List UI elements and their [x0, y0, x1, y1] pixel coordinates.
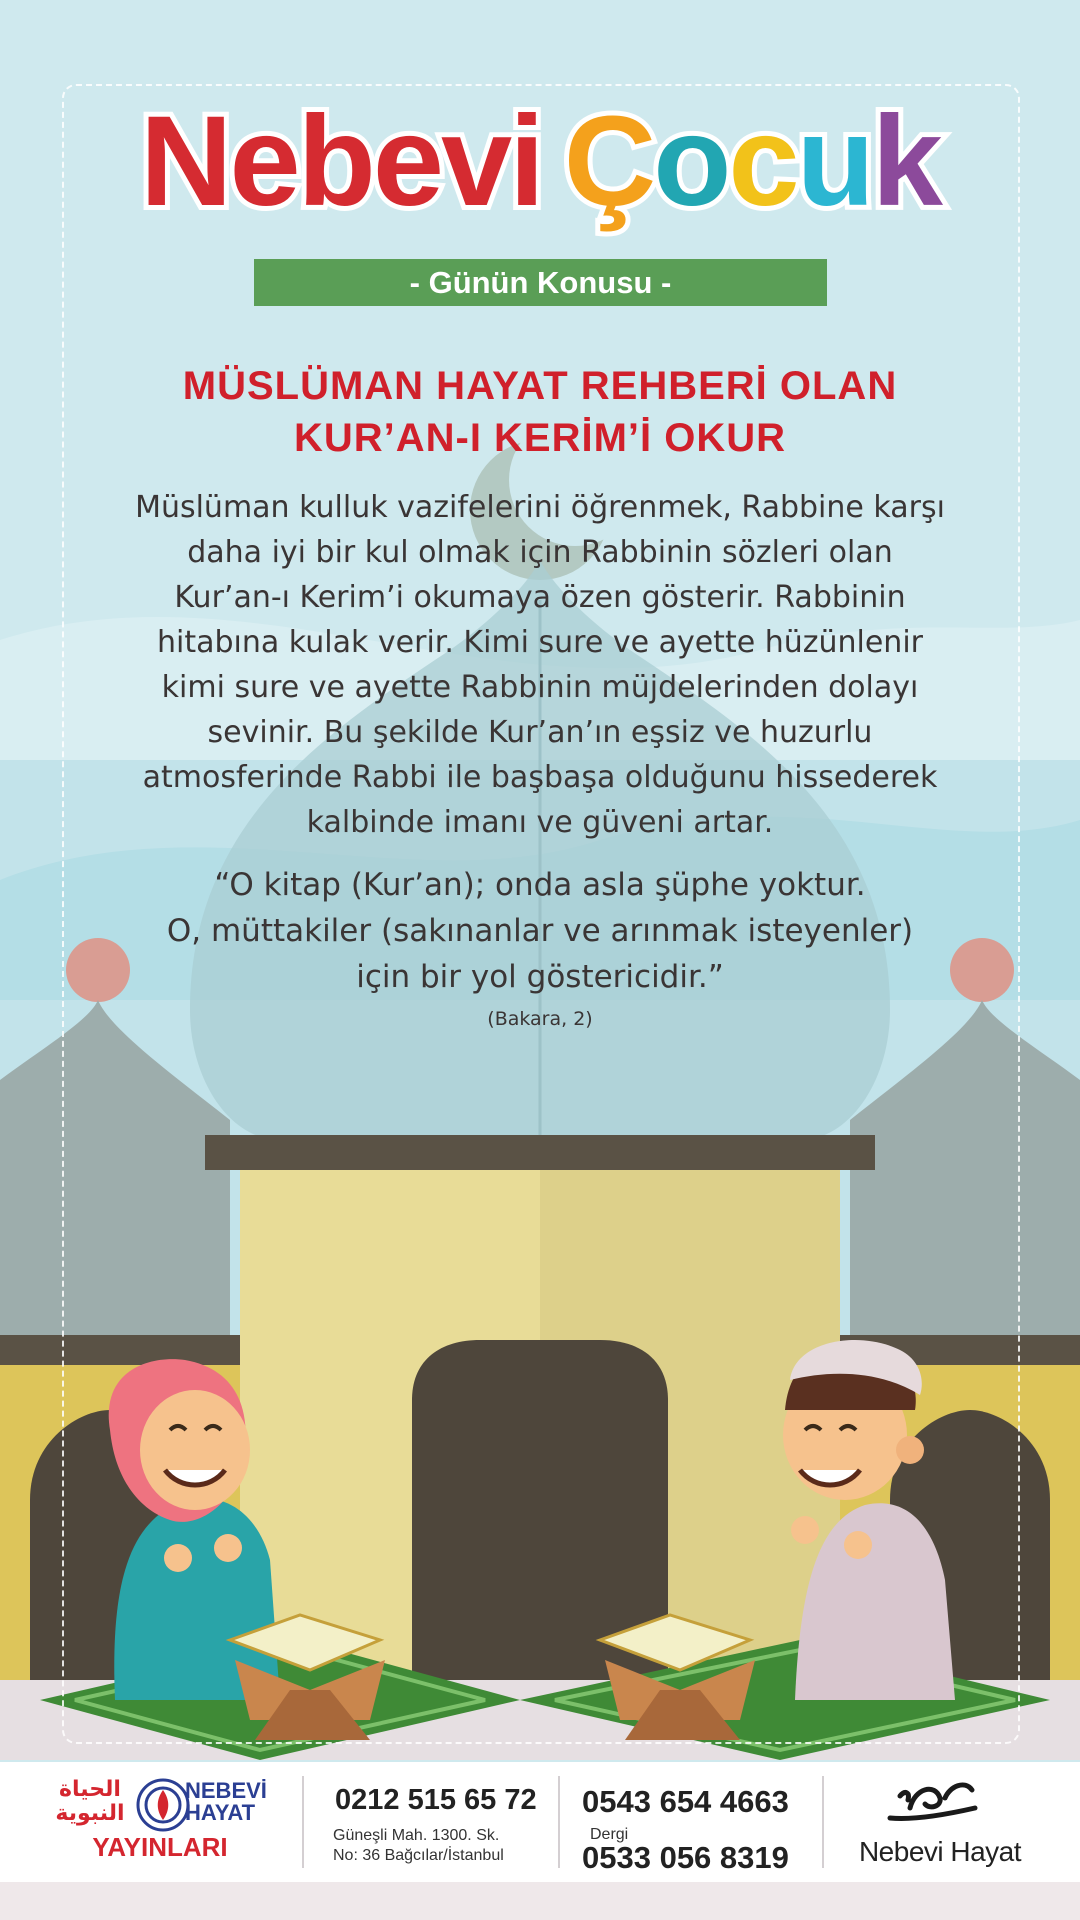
topic-of-day-banner: - Günün Konusu -: [254, 259, 827, 306]
brand-name: Nebevi Hayat: [858, 1836, 1022, 1867]
calligraphy-logo-icon: [880, 1768, 990, 1832]
body-line: hitabına kulak verir. Kimi sure ve ayette hüzünlenir: [157, 625, 923, 660]
logo-letter: u: [796, 90, 872, 233]
publisher-logo: [40, 1774, 280, 1870]
logo-letter: k: [871, 90, 940, 233]
body-line: sevinir. Bu şekilde Kur’an’ın eşsiz ve huzurlu: [207, 715, 873, 750]
dergi-label: Dergi: [590, 1826, 629, 1843]
publisher-latin-name: [185, 1780, 285, 1824]
body-line: kimi sure ve ayette Rabbinin müjdelerinden dolayı: [161, 670, 919, 705]
headline: [0, 360, 1080, 464]
phone-number-mobile: 0543 654 4663: [582, 1784, 789, 1819]
quote-line: O, müttakiler (sakınanlar ve arınmak isteyenler): [166, 913, 914, 949]
footer-divider: [558, 1776, 560, 1868]
body-line: Müslüman kulluk vazifelerini öğrenmek, Rabbine karşı: [135, 490, 945, 525]
footer-divider: [822, 1776, 824, 1868]
publisher-emblem-icon: [136, 1778, 190, 1832]
headline-line-1: MÜSLÜMAN HAYAT REHBERİ OLAN: [182, 364, 898, 408]
footer-strip: [0, 1882, 1080, 1920]
publisher-arabic-line: الحياة: [59, 1777, 121, 1802]
nebevi-cocuk-logo: [0, 90, 1080, 233]
phone-number-dergi: 0533 056 8319: [582, 1840, 789, 1875]
address: [333, 1826, 504, 1866]
publisher-name-line: HAYAT: [185, 1800, 256, 1825]
footer-divider: [302, 1776, 304, 1868]
body-line: Kur’an-ı Kerim’i okumaya özen gösterir. Rabbinin: [174, 580, 906, 615]
logo-letter: o: [653, 90, 729, 233]
quote-line: için bir yol göstericidir.”: [356, 959, 724, 995]
body-line: kalbinde imanı ve güveni artar.: [306, 805, 774, 840]
publisher-arabic-name: [40, 1778, 140, 1826]
publisher-arabic-line: النبوية: [55, 1801, 125, 1826]
logo-word-nebevi: Nebevi: [140, 90, 542, 233]
logo-letter: Ç: [563, 90, 654, 233]
publisher-yayinlari: YAYINLARI: [92, 1832, 228, 1862]
body-line: daha iyi bir kul olmak için Rabbinin sözleri olan: [187, 535, 893, 570]
quote-line: “O kitap (Kur’an); onda asla şüphe yoktur.: [214, 867, 866, 903]
body-line: atmosferinde Rabbi ile başbaşa olduğunu hissederek: [142, 760, 938, 795]
body-paragraph: [120, 485, 960, 845]
address-line: No: 36 Bağcılar/İstanbul: [333, 1847, 504, 1864]
headline-line-2: KUR’AN-I KERİM’İ OKUR: [293, 416, 787, 460]
phone-number-office: 0212 515 65 72: [335, 1784, 537, 1816]
verse-source: (Bakara, 2): [487, 1008, 593, 1030]
address-line: Güneşli Mah. 1300. Sk.: [333, 1827, 500, 1844]
verse-quote: [110, 862, 970, 1000]
footer: [0, 1762, 1080, 1882]
logo-letter: c: [728, 90, 797, 233]
publisher-name-line: NEBEVİ: [185, 1778, 267, 1803]
